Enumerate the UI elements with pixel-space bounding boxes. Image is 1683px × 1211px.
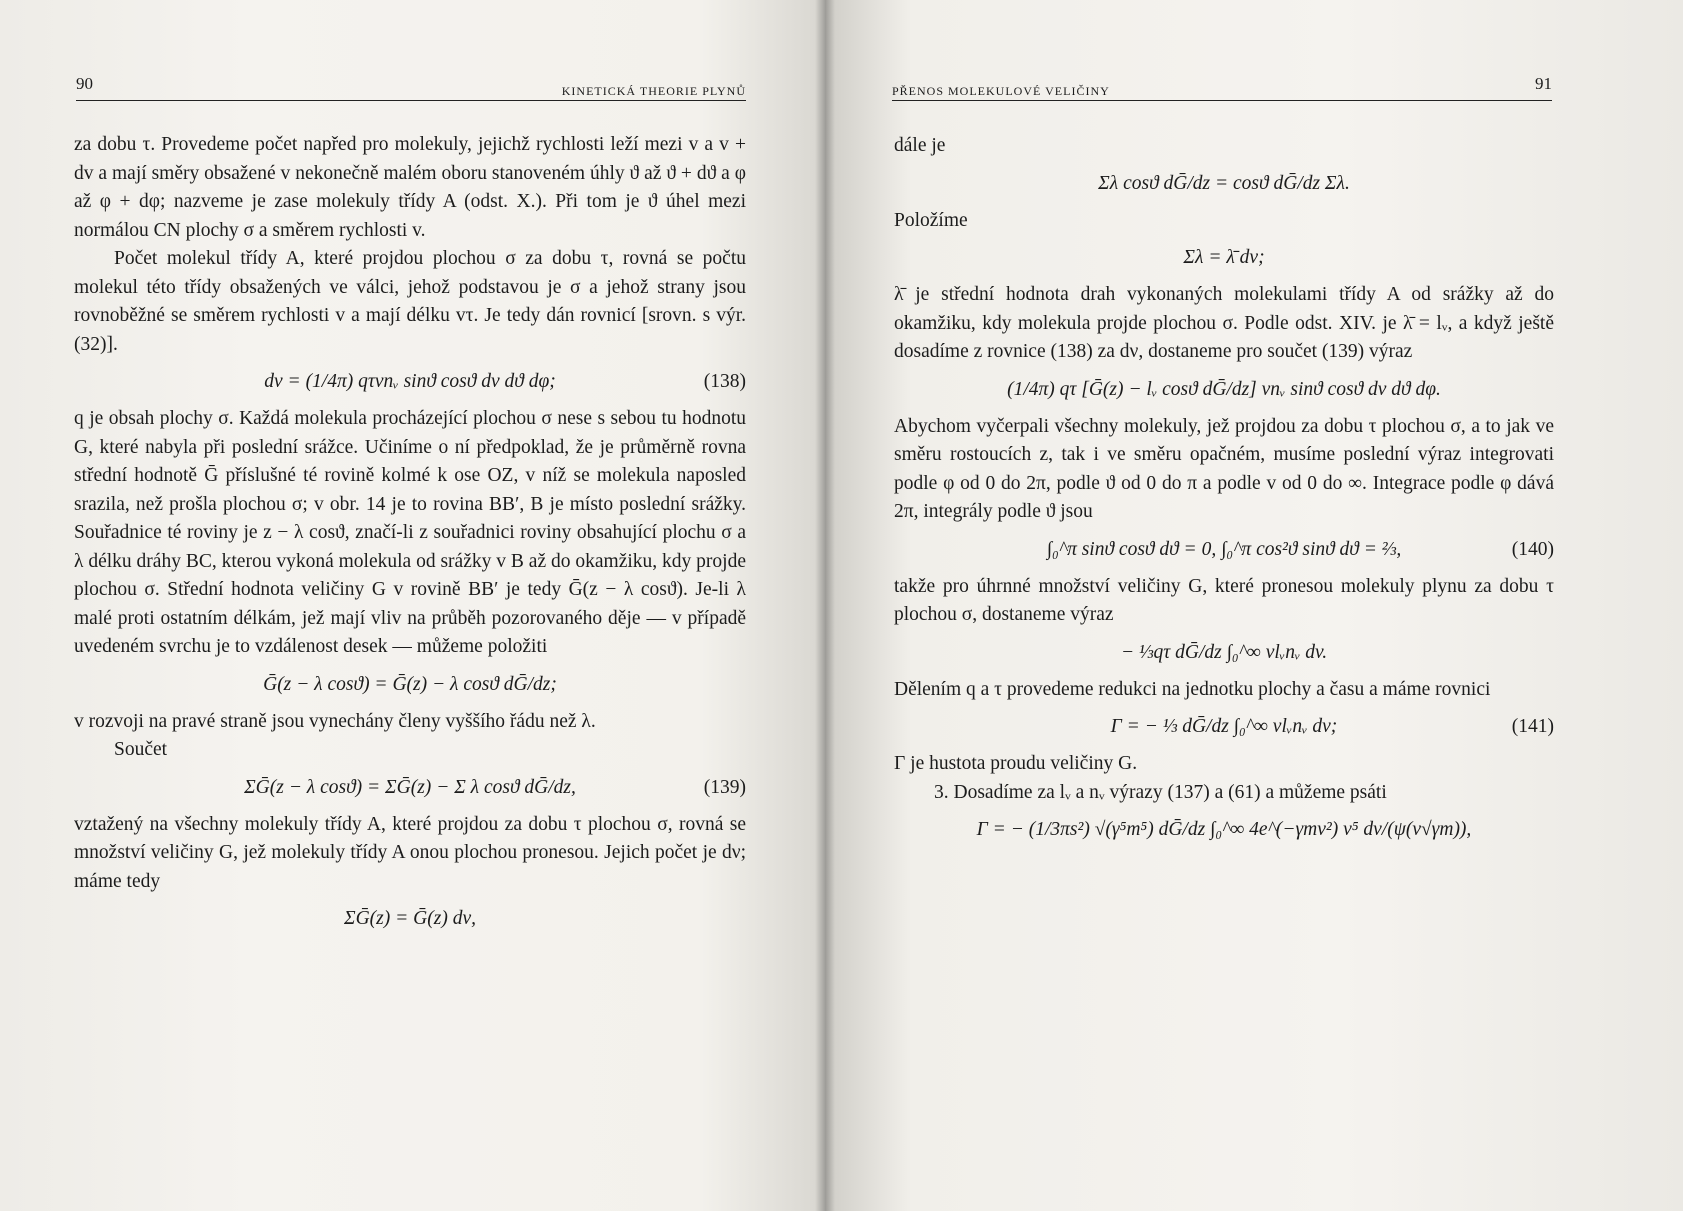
equation-number: (141) (1511, 716, 1554, 737)
paragraph: v rozvoji na pravé straně jsou vynechány členy vyššího řádu než λ. (74, 710, 596, 732)
equation (894, 634, 1554, 672)
page-number: 91 (1535, 74, 1552, 93)
equation-body: ΣḠ(z − λ cosϑ) = ΣḠ(z) − Σ λ cosϑ dḠ/dz, (244, 776, 576, 798)
equation (894, 371, 1554, 409)
equation-body: (1/4π) qτ [Ḡ(z) − lᵥ cosϑ dḠ/dz] vnᵥ sinϑ cosϑ dv dϑ dφ. (1007, 378, 1441, 400)
paragraph: Abychom vyčerpali všechny molekuly, jež projdou za dobu τ plochou σ, a to jak ve směru rostoucích z, tak i ve směru opačném, musíme poslední výraz integrovati podle φ od 0 do 2π, podle ϑ od 0 do π a podle v od 0 do ∞. Integrace podle φ dává 2π, integrály podle ϑ jsou (894, 415, 1554, 522)
equation-body: Ḡ(z − λ cosϑ) = Ḡ(z) − λ cosϑ dḠ/dz; (263, 673, 557, 695)
left-page (0, 0, 825, 1211)
paragraph: dále je (894, 135, 946, 156)
equation (894, 165, 1554, 203)
page-number: 90 (76, 74, 93, 93)
equation-body: Γ = − (1/3πs²) √(γ⁵m⁵) dḠ/dz ∫₀^∞ 4e^(−γmv²) v⁵ dv/(ψ(v√γm)), (976, 819, 1472, 840)
paragraph: vztažený na všechny molekuly třídy A, které projdou za dobu τ plochou σ, rovná se množství veličiny G, jež molekuly třídy A onou plochou pronesou. Jejich počet je dν; máme tedy (74, 813, 746, 892)
paragraph: Γ je hustota proudu veličiny G. (894, 753, 1138, 774)
equation-number: (138) (703, 371, 746, 392)
right-page-text (894, 132, 1554, 853)
equation-body: dν = (1/4π) qτvnᵥ sinϑ cosϑ dv dϑ dφ; (264, 371, 556, 392)
equation (74, 363, 746, 401)
book-gutter (815, 0, 835, 1211)
left-page-header (76, 76, 746, 101)
equation-body: Σλ cosϑ dḠ/dz = cosϑ dḠ/dz Σλ. (1098, 172, 1350, 194)
equation (894, 531, 1554, 569)
paragraph: λ̄ je střední hodnota drah vykonaných molekulami třídy A od srážky až do okamžiku, kdy molekula projde plochou σ. Podle odst. XIV. je λ̄ = lᵥ, a když ještě dosadíme z rovnice (138) za dν, dostaneme pro součet (139) výraz (894, 284, 1554, 362)
right-page (825, 0, 1683, 1211)
paragraph: Počet molekul třídy A, které projdou plochou σ za dobu τ, rovná se počtu molekul této třídy obsažených ve válci, jehož podstavou je σ a jehož strany jsou rovnoběžné se směrem rychlosti v a mají délku vτ. Je tedy dán rovnicí [srovn. s výr. (32)]. (74, 248, 746, 355)
paragraph: q je obsah plochy σ. Každá molekula procházející plochou σ nese s sebou tu hodnotu G, které nabyla při poslední srážce. Učiníme o ní předpoklad, že je průměrně rovna střední hodnotě Ḡ příslušné té rovině kolmé k ose OZ, v níž se molekula naposled srazila, než prošla plochou σ; v obr. 14 je to rovina BB′, B je místo poslední srážky. Souřadnice té roviny je z − λ cosϑ, značí-li z souřadnici roviny obsahující plochu σ a λ délku dráhy BC, kterou vykoná molekula od srážky v B až do okamžiku, kdy projde plochou σ. Střední hodnota veličiny G v rovině BB′ je tedy Ḡ(z − λ cosϑ). Je-li λ malé proti ostatním délkám, jež mají vliv na průběh pozorovaného děje — v případě uvedeném svrchu je to vzdálenost desek — můžeme položiti (74, 408, 746, 657)
equation (894, 708, 1554, 746)
paragraph: Dělením q a τ provedeme redukci na jednotku plochy a času a máme rovnici (894, 678, 1491, 700)
running-head: PŘENOS MOLEKULOVÉ VELIČINY (892, 84, 1110, 98)
equation-body: ΣḠ(z) = Ḡ(z) dν, (344, 908, 476, 929)
equation-number: (139) (703, 776, 746, 798)
equation-body: Σλ = λ̄ dν; (1183, 247, 1265, 268)
paragraph: takže pro úhrnné množství veličiny G, které pronesou molekuly plynu za dobu τ plochou σ, dostaneme výraz (894, 575, 1554, 625)
equation (74, 666, 746, 704)
equation-body: Γ = − ⅓ dḠ/dz ∫₀^∞ vlᵥnᵥ dv; (1110, 716, 1338, 737)
equation (894, 811, 1554, 849)
equation-body: − ⅓qτ dḠ/dz ∫₀^∞ vlᵥnᵥ dv. (1120, 641, 1328, 663)
running-head: KINETICKÁ THEORIE PLYNŮ (561, 84, 746, 98)
left-page-text (74, 131, 746, 942)
right-page-header (892, 76, 1552, 101)
equation (74, 769, 746, 807)
paragraph: 3. Dosadíme za lᵥ a nᵥ výrazy (137) a (61) a můžeme psáti (934, 781, 1387, 803)
paragraph: Součet (114, 739, 168, 760)
paragraph: za dobu τ. Provedeme počet napřed pro molekuly, jejichž rychlosti leží mezi v a v + dv a mají směry obsažené v nekonečně malém oboru stanoveném úhly ϑ až ϑ + dϑ a φ až φ + dφ; nazveme je zase molekuly třídy A (odst. X.). Při tom je ϑ úhel mezi normálou CN plochy σ a směrem rychlosti v. (74, 134, 746, 241)
equation (894, 239, 1554, 277)
equation-number: (140) (1511, 538, 1554, 560)
equation-body: ∫₀^π sinϑ cosϑ dϑ = 0, ∫₀^π cos²ϑ sinϑ dϑ = ⅔, (1046, 538, 1402, 560)
paragraph: Položíme (894, 209, 968, 231)
equation (74, 900, 746, 938)
